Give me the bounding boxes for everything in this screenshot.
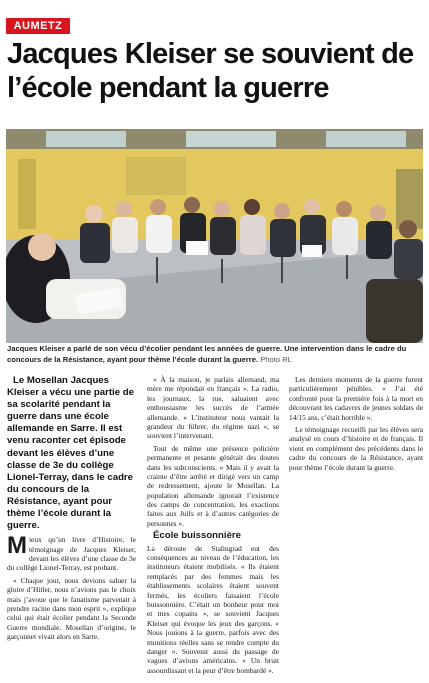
body-paragraph-5: La déroute de Stalingrad eut des conséquences au niveau de l’éducation, les instituteurs étaient mobilisés. « Ils étaient remplacés par des femmes mais les établissements scolaires étaient souvent fermés, les écoliers faisaient l’école buissonnière. C’était un bonheur pour moi et mes copains », se souvient Jacques Kleiser qui évoque les jeux des garçons. « Nous jouions à la guerre, parfois avec des munitions réelles sans se rendre compte du danger ». Souvenir aussi du passage de vagues d’avions américains. « Un bruit assourdissant et la peur d’être bombardé ».	[147, 543, 279, 675]
article-column-1	[7, 375, 136, 645]
body-paragraph-1	[7, 532, 136, 573]
photo-credit: Photo RL	[260, 354, 292, 364]
article-photo	[6, 129, 423, 343]
body-paragraph-3: « À la maison, je parlais allemand, ma mère me répondait en français ». La radio, les journaux, la rue, saluaient avec enthousiasme les succès de l’armée allemande. « L’instituteur nous vantait la grandeur du führer, du régime nazi », se souvient l’intervenant.	[147, 375, 279, 441]
article-column-3	[289, 375, 423, 475]
lede: Le Mosellan Jacques Kleiser a vécu une partie de sa scolarité pendant la guerre dans une école allemande en Sarre. Il est venu raconter cet épisode devant les élèves d’une classe de 3e du collège Lionel-Terray, dans le cadre du concours de la Résistance, ayant pour thème l’école durant la guerre.	[7, 375, 134, 532]
body-paragraph-4: Tout de même une présence policière permanente et pesante générait des doutes dans les subconscients. « Mais il y avait la crainte d’être arrêté et dirigé vers un camp de redressement, ajoute le Mosellan. La population allemande ignorait l’existence des camps de concentration, les exactions faites aux Juifs et à d’autres catégories de personnes ».	[147, 443, 279, 528]
photo-caption	[7, 344, 423, 365]
body-paragraph-1-text: ieux qu’un livre d’Histoire, le témoignage de Jacques Kleiser, devant les élèves d’une classe de 3e du collège Lionel-Terray, est probant.	[7, 535, 136, 573]
caption-text: Jacques Kleiser a parlé de son vécu d’écolier pendant les années de guerre. Une intervention dans le cadre du concours de la Résistance, ayant pour thème l’école durant la guerre.	[7, 344, 407, 364]
subhead: École buissonnière	[153, 530, 241, 542]
article-column-2	[147, 375, 279, 678]
section-tag: AUMETZ	[6, 18, 70, 34]
body-paragraph-7: Le témoignage recueilli par les élèves sera analysé en cours d’histoire et de français. Il vient en complément des précédents dans le cadre du concours de la Résistance, ayant pour thème l’école durant la guerre.	[289, 424, 423, 472]
body-paragraph-6: Les derniers moments de la guerre furent particulièrement pénibles. « J’ai été confronté pour la première fois à la mort en découvrant les cadavres de jeunes soldats de 14/15 ans, c’était horrible ».	[289, 375, 423, 422]
body-paragraph-2: « Chaque jour, nous devions saluer la gloire d’Hitler, nous n’avions pas le choix mais j’avoue que le fanatisme parvenait à prendre racine dans mon esprit », explique celui qui était écolier pendant la Seconde Guerre mondiale. Mosellan d’origine, le garçonnet vivait alors en Sarre.	[7, 575, 136, 642]
headline: Jacques Kleiser se souvient de l’école pendant la guerre	[7, 38, 414, 104]
classroom-photo-illustration	[6, 129, 423, 343]
dropcap: M	[7, 532, 27, 560]
